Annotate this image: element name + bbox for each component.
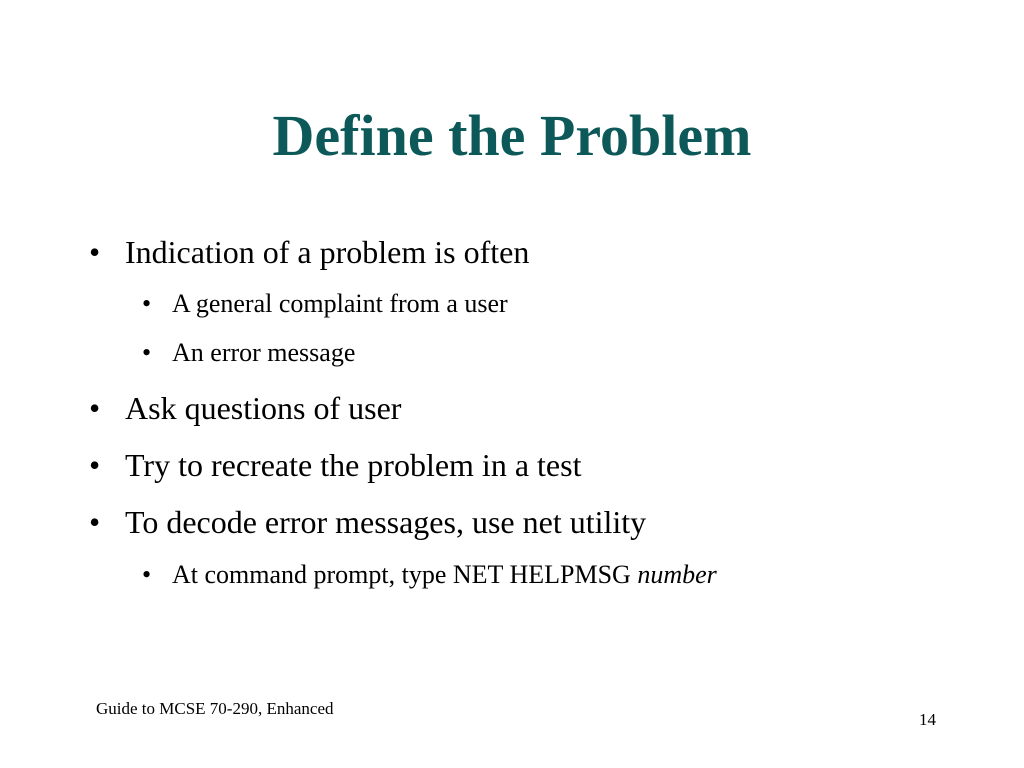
bullet-item	[89, 388, 402, 428]
bullet-icon: •	[89, 447, 101, 483]
bullet-item	[89, 445, 582, 485]
sub-bullet-item	[142, 559, 717, 591]
bullet-icon: •	[89, 390, 101, 426]
bullet-text: To decode error messages, use net utility	[125, 504, 647, 540]
bullet-text: Indication of a problem is often	[125, 234, 530, 270]
bullet-icon: •	[142, 338, 152, 367]
sub-bullet-text: At command prompt, type NET HELPMSG	[172, 560, 638, 589]
page-number: 14	[919, 710, 936, 729]
sub-bullet-text: An error message	[172, 338, 356, 367]
sub-bullet-italic-text: number	[637, 560, 717, 589]
bullet-icon: •	[142, 560, 152, 589]
bullet-text: Try to recreate the problem in a test	[125, 447, 582, 483]
bullet-icon: •	[89, 504, 101, 540]
sub-bullet-item	[142, 337, 356, 369]
bullet-icon: •	[89, 234, 101, 270]
slide-title: Define the Problem	[272, 103, 752, 168]
footer-text: Guide to MCSE 70-290, Enhanced	[96, 699, 334, 718]
bullet-item	[89, 232, 530, 272]
bullet-item	[89, 502, 647, 542]
bullet-text: Ask questions of user	[125, 390, 402, 426]
sub-bullet-text: A general complaint from a user	[172, 289, 508, 318]
sub-bullet-item	[142, 288, 508, 320]
bullet-icon: •	[142, 289, 152, 318]
